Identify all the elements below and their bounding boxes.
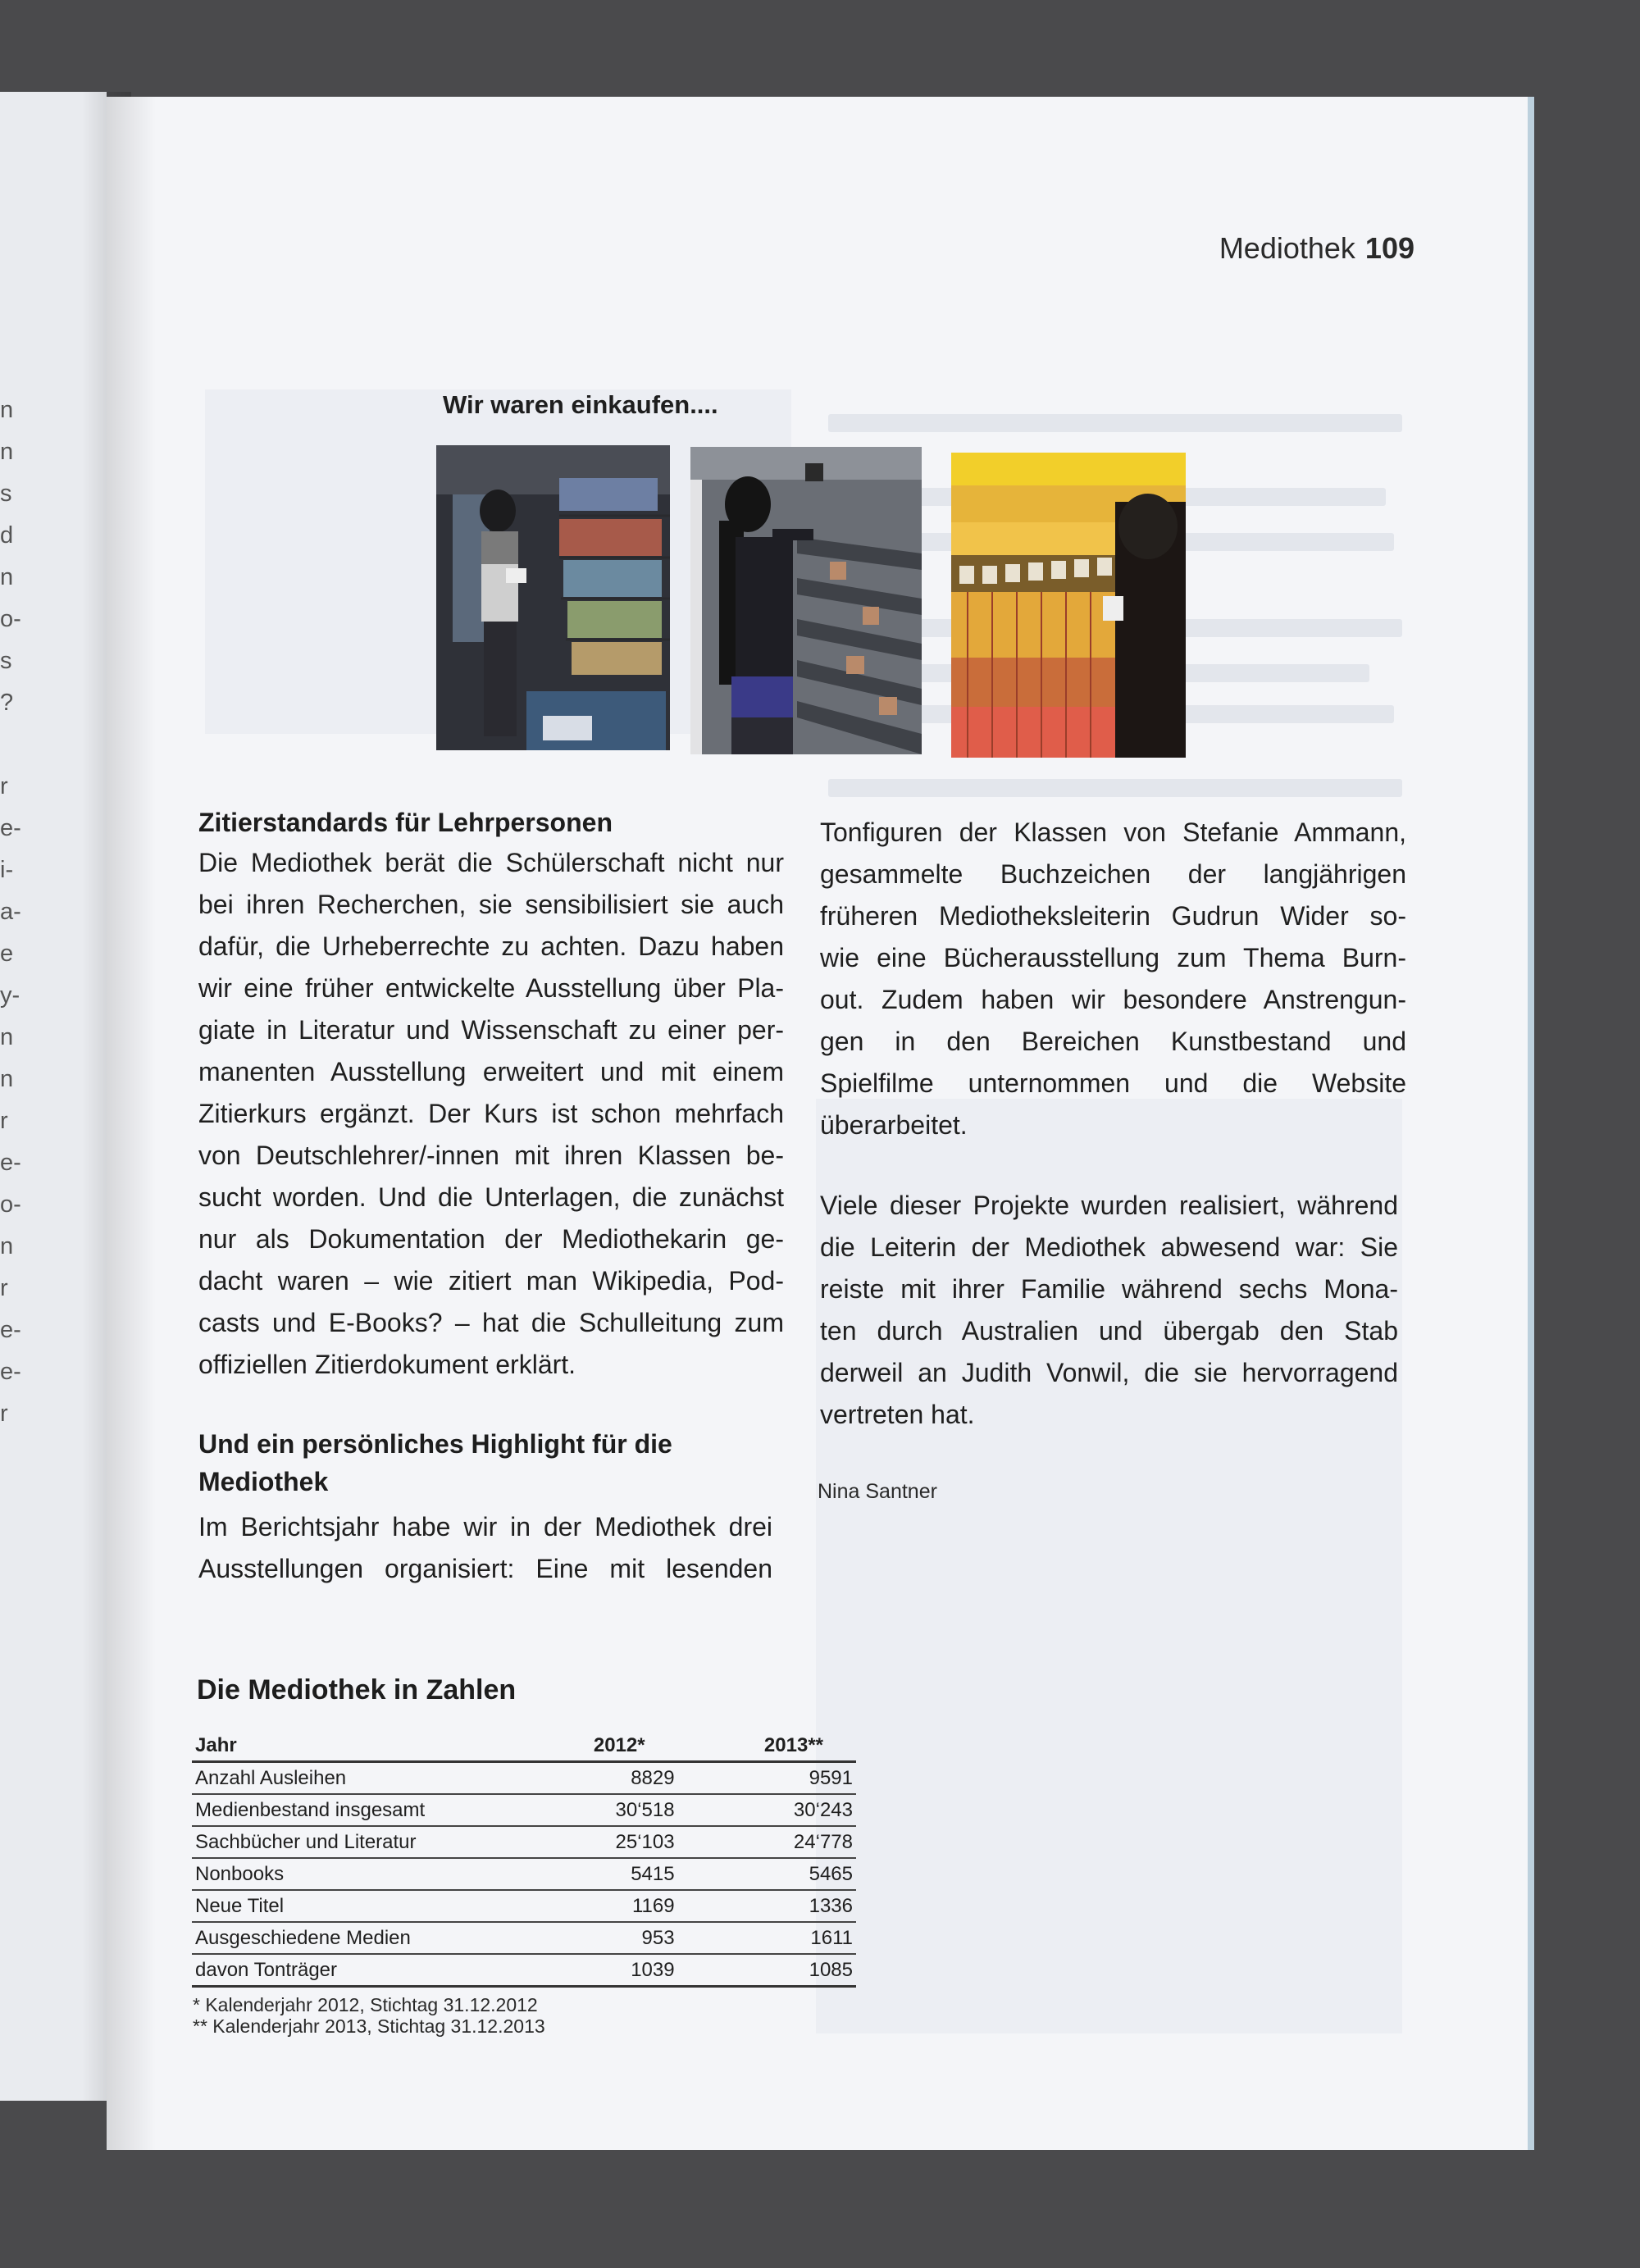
- text-line: Die Mediothek berät die Schülerschaft nicht nur: [198, 848, 784, 877]
- text-line: offiziellen Zitierdokument erklärt.: [198, 1350, 576, 1379]
- column-header: Jahr: [192, 1730, 500, 1762]
- section-title: Mediothek: [1219, 231, 1355, 265]
- cell-2012: 1169: [500, 1890, 677, 1922]
- photo-dvd-shelves: [690, 447, 922, 754]
- edge-letter: r: [0, 773, 8, 799]
- photo-colorful-archive: [951, 453, 1186, 758]
- text-line: derweil an Judith Vonwil, die sie hervorragend: [820, 1358, 1398, 1387]
- page-gutter-shadow: [107, 97, 156, 2150]
- edge-letter: n: [0, 1024, 14, 1050]
- text-line: die Leiterin der Mediothek abwesend war: Sie: [820, 1232, 1398, 1262]
- edge-letter: ?: [0, 690, 14, 716]
- stats-table: [192, 1730, 856, 1988]
- section-heading-highlight: [198, 1425, 789, 1501]
- running-header: [1148, 231, 1414, 266]
- show-through-line: [828, 414, 1402, 432]
- edge-letter: i-: [0, 857, 14, 883]
- text-line: out. Zudem haben wir besondere Anstrengun-: [820, 985, 1406, 1014]
- edge-letter: n: [0, 1233, 14, 1259]
- cell-2012: 30‘518: [500, 1794, 677, 1826]
- cell-2013: 9591: [678, 1762, 856, 1795]
- column-header: 2013**: [678, 1730, 856, 1762]
- text-line: Viele dieser Projekte wurden realisiert, während: [820, 1191, 1398, 1220]
- paragraph-zitierstandards: [198, 842, 784, 1386]
- edge-letter: e-: [0, 1150, 21, 1176]
- table-row: [192, 1922, 856, 1954]
- cell-2013: 1611: [678, 1922, 856, 1954]
- row-label: Nonbooks: [192, 1858, 500, 1890]
- edge-letter: y-: [0, 982, 20, 1009]
- photo-caption: Wir waren einkaufen....: [443, 390, 718, 419]
- heading-line: Mediothek: [198, 1467, 329, 1496]
- text-line: Tonfiguren der Klassen von Stefanie Ammann,: [820, 817, 1406, 847]
- text-line: wie eine Bücherausstellung zum Thema Burn-: [820, 943, 1406, 972]
- edge-letter: e-: [0, 815, 21, 841]
- text-line: bei ihren Recherchen, sie sensibilisiert sie auch: [198, 890, 784, 919]
- table-row: [192, 1858, 856, 1890]
- edge-letter: s: [0, 480, 12, 507]
- footnote: ** Kalenderjahr 2013, Stichtag 31.12.2013: [193, 2015, 545, 2037]
- left-page-edge-text: [0, 389, 25, 1435]
- text-line: gesammelte Buchzeichen der langjährigen: [820, 859, 1406, 889]
- row-label: Anzahl Ausleihen: [192, 1762, 500, 1795]
- edge-letter: n: [0, 1066, 14, 1092]
- text-line: reiste mit ihrer Familie während sechs Mona-: [820, 1274, 1398, 1304]
- text-line: von Deutschlehrer/-innen mit ihren Klassen be-: [198, 1141, 784, 1170]
- edge-letter: o-: [0, 1191, 21, 1218]
- table-footnotes: [193, 1994, 545, 2037]
- edge-letter: e-: [0, 1317, 21, 1343]
- edge-letter: e-: [0, 1359, 21, 1385]
- text-line: ten durch Australien und übergab den Stab: [820, 1316, 1398, 1346]
- text-line: früheren Mediotheksleiterin Gudrun Wider so-: [820, 901, 1406, 931]
- text-line: casts und E-Books? – hat die Schulleitung zum: [198, 1308, 784, 1337]
- section-heading-zitierstandards: Zitierstandards für Lehrpersonen: [198, 808, 613, 837]
- text-line: giate in Literatur und Wissenschaft zu einer per-: [198, 1015, 784, 1045]
- show-through-line: [828, 779, 1402, 797]
- row-label: Medienbestand insgesamt: [192, 1794, 500, 1826]
- edge-letter: d: [0, 522, 14, 549]
- table-row: [192, 1762, 856, 1795]
- edge-letter: r: [0, 1275, 8, 1301]
- cell-2012: 1039: [500, 1954, 677, 1987]
- text-line: überarbeitet.: [820, 1110, 968, 1140]
- footnote: * Kalenderjahr 2012, Stichtag 31.12.2012: [193, 1994, 538, 2015]
- text-line: nur als Dokumentation der Mediothekarin ge-: [198, 1224, 784, 1254]
- row-label: davon Tonträger: [192, 1954, 500, 1987]
- text-line: vertreten hat.: [820, 1400, 975, 1429]
- paragraph-projekte: [820, 1185, 1398, 1436]
- table-row: [192, 1890, 856, 1922]
- edge-letter: n: [0, 564, 14, 590]
- cell-2013: 1085: [678, 1954, 856, 1987]
- row-label: Sachbücher und Literatur: [192, 1826, 500, 1858]
- edge-letter: s: [0, 648, 12, 674]
- text-line: dacht waren – wie zitiert man Wikipedia, Pod-: [198, 1266, 784, 1296]
- author-name: Nina Santner: [818, 1480, 937, 1503]
- heading-line: Und ein persönliches Highlight für die: [198, 1429, 672, 1459]
- table-row: [192, 1794, 856, 1826]
- edge-letter: e: [0, 940, 14, 967]
- cell-2012: 953: [500, 1922, 677, 1954]
- table-row: [192, 1826, 856, 1858]
- text-line: manenten Ausstellung erweitert und mit einem: [198, 1057, 784, 1086]
- edge-letter: r: [0, 1108, 8, 1134]
- edge-letter: n: [0, 439, 14, 465]
- page-number: 109: [1364, 231, 1414, 265]
- cell-2013: 24‘778: [678, 1826, 856, 1858]
- edge-letter: a-: [0, 899, 21, 925]
- paragraph-ausstellungen: [820, 812, 1406, 1146]
- paragraph-highlight: [198, 1506, 772, 1590]
- text-line: sucht worden. Und die Unterlagen, die zunächst: [198, 1182, 784, 1212]
- cell-2012: 25‘103: [500, 1826, 677, 1858]
- text-line: dafür, die Urheberrechte zu achten. Dazu haben: [198, 931, 784, 961]
- cell-2012: 5415: [500, 1858, 677, 1890]
- edge-letter: o-: [0, 606, 21, 632]
- text-line: wir eine früher entwickelte Ausstellung über Pla-: [198, 973, 784, 1003]
- row-label: Ausgeschiedene Medien: [192, 1922, 500, 1954]
- edge-letter: r: [0, 1400, 8, 1427]
- row-label: Neue Titel: [192, 1890, 500, 1922]
- cell-2013: 5465: [678, 1858, 856, 1890]
- cell-2012: 8829: [500, 1762, 677, 1795]
- cell-2013: 1336: [678, 1890, 856, 1922]
- text-line: Ausstellungen organisiert: Eine mit lesenden: [198, 1554, 772, 1583]
- text-line: gen in den Bereichen Kunstbestand und: [820, 1027, 1406, 1056]
- text-line: Im Berichtsjahr habe wir in der Mediothek drei: [198, 1512, 772, 1542]
- edge-letter: [0, 724, 25, 766]
- cell-2013: 30‘243: [678, 1794, 856, 1826]
- table-title: Die Mediothek in Zahlen: [197, 1674, 517, 1706]
- photo-bookstore-shelves: [436, 445, 670, 750]
- text-line: Zitierkurs ergänzt. Der Kurs ist schon mehrfach: [198, 1099, 784, 1128]
- table-header-row: [192, 1730, 856, 1762]
- column-header: 2012*: [500, 1730, 677, 1762]
- text-line: Spielfilme unternommen und die Website: [820, 1068, 1406, 1098]
- table-row: [192, 1954, 856, 1987]
- edge-letter: n: [0, 397, 14, 423]
